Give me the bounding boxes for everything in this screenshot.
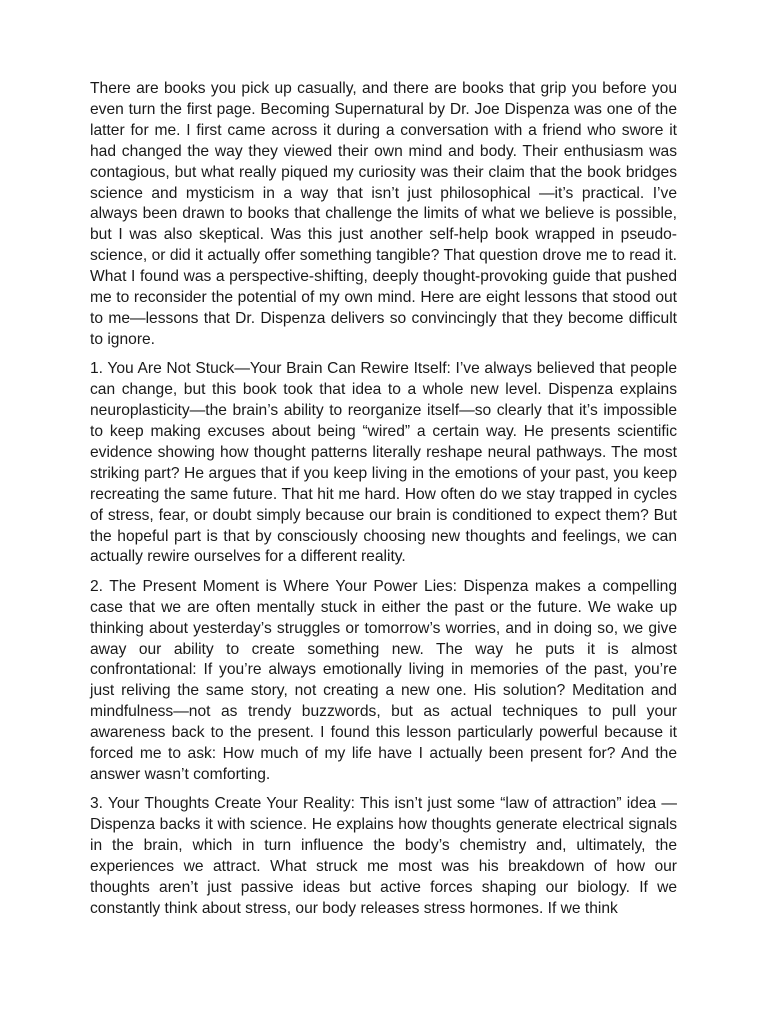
document-page [90,79,677,928]
intro-paragraph: There are books you pick up casually, and there are books that grip you before you even turn the first page. Becoming Supernatural by Dr. Joe Dispenza was one of the latter for me. I first came across it during a conversation with a friend who swore it had changed the way they viewed their own mind and body. Their enthusiasm was contagious, but what really piqued my curiosity was their claim that the book bridges science and mysticism in a way that isn’t just philosophical —it’s practical. I’ve always been drawn to books that challenge the limits of what we believe is possible, but I was also skeptical. Was this just another self-help book wrapped in pseudo-science, or did it actually offer something tangible? That question drove me to read it. What I found was a perspective-shifting, deeply thought-provoking guide that pushed me to reconsider the potential of my own mind. Here are eight lessons that stood out to me—lessons that Dr. Dispenza delivers so convincingly that they become difficult to ignore. [90,80,677,348]
lesson-3-paragraph: 3. Your Thoughts Create Your Reality: This isn’t just some “law of attraction” idea —Dispenza backs it with science. He explains how thoughts generate electrical signals in the brain, which in turn influence the body’s chemistry and, ultimately, the experiences we attract. What struck me most was his breakdown of how our thoughts aren’t just passive ideas but active forces shaping our biology. If we constantly think about stress, our body releases stress hormones. If we think [90,795,677,917]
lesson-1-paragraph: 1. You Are Not Stuck—Your Brain Can Rewire Itself: I’ve always believed that people can change, but this book took that idea to a whole new level. Dispenza explains neuroplasticity—the brain’s ability to reorganize itself—so clearly that it’s impossible to keep making excuses about being “wired” a certain way. He presents scientific evidence showing how thought patterns literally reshape neural pathways. The most striking part? He argues that if you keep living in the emotions of your past, you keep recreating the same future. That hit me hard. How often do we stay trapped in cycles of stress, fear, or doubt simply because our brain is conditioned to expect them? But the hopeful part is that by consciously choosing new thoughts and feelings, we can actually rewire ourselves for a different reality. [90,360,677,566]
lesson-2-paragraph: 2. The Present Moment is Where Your Power Lies: Dispenza makes a compelling case that we are often mentally stuck in either the past or the future. We wake up thinking about yesterday’s struggles or tomorrow’s worries, and in doing so, we give away our ability to create something new. The way he puts it is almost confrontational: If you’re always emotionally living in memories of the past, you’re just reliving the same story, not creating a new one. His solution? Meditation and mindfulness—not as trendy buzzwords, but as actual techniques to pull your awareness back to the present. I found this lesson particularly powerful because it forced me to ask: How much of my life have I actually been present for? And the answer wasn’t comforting. [90,577,677,783]
